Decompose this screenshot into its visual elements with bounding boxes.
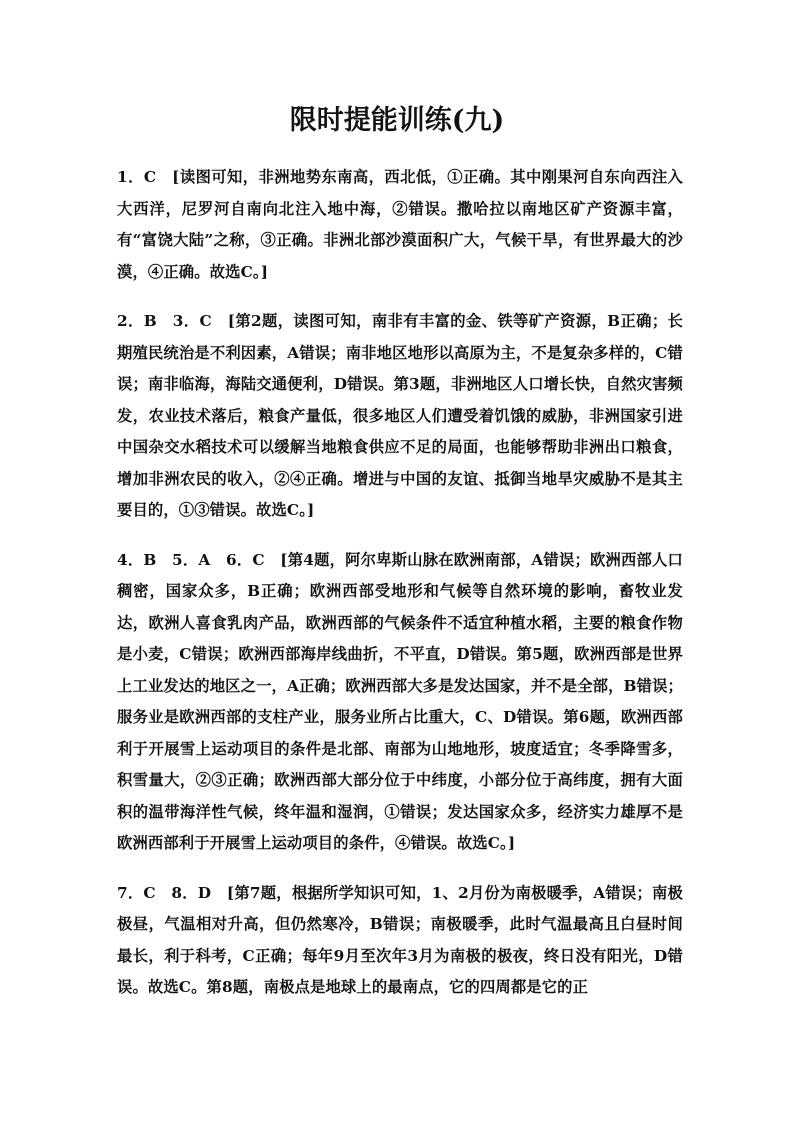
answer-list bbox=[117, 162, 683, 1022]
document-title: 限时提能训练(九) bbox=[289, 105, 505, 136]
answer-paragraph-2-3: 2．B 3．C [第2题，读图可知，南非有丰富的金、铁等矿产资源，B正确；长期殖民统治是不利因素，A错误；南非地区地形以高原为主，不是复杂多样的，C错误；南非临海，海陆交通便利，D错误。第3题，非洲地区人口增长快，自然灾害频发，农业技术落后，粮食产量低，很多地区人们遭受着饥饿的威胁，非洲国家引进中国杂交水稻技术可以缓解当地粮食供应不足的局面，也能够帮助非洲出口粮食，增加非洲农民的收入，②④正确。增进与中国的友谊、抵御当地旱灾威胁不是其主要目的，①③错误。故选C。] bbox=[117, 312, 683, 519]
answer-paragraph-7-8: 7．C 8．D [第7题，根据所学知识可知，1、2月份为南极暖季，A错误；南极极昼，气温相对升高，但仍然寒冷，B错误；南极暖季，此时气温最高且白昼时间最长，利于科考，C正确；每年9月至次年3月为南极的极夜，终日没有阳光，D错误。故选C。第8题，南极点是地球上的最南点，它的四周都是它的正 bbox=[117, 883, 683, 996]
answer-paragraph-1: 1．C [读图可知，非洲地势东南高，西北低，①正确。其中刚果河自东向西注入大西洋，尼罗河自南向北注入地中海，②错误。撒哈拉以南地区矿产资源丰富，有“富饶大陆”之称，③正确。非洲北部沙漠面积广大，气候干旱，有世界最大的沙漠，④正确。故选C。] bbox=[117, 168, 683, 281]
answer-paragraph-4-6: 4．B 5．A 6．C [第4题，阿尔卑斯山脉在欧洲南部，A错误；欧洲西部人口稠密，国家众多，B正确；欧洲西部受地形和气候等自然环境的影响，畜牧业发达，欧洲人喜食乳肉产品，欧洲西部的气候条件不适宜种植水稻，主要的粮食作物是小麦，C错误；欧洲西部海岸线曲折，不平直，D错误。第5题，欧洲西部是世界上工业发达的地区之一，A正确；欧洲西部大多是发达国家，并不是全部，B错误；服务业是欧洲西部的支柱产业，服务业所占比重大，C、D错误。第6题，欧洲西部利于开展雪上运动项目的条件是北部、南部为山地地形，坡度适宜；冬季降雪多，积雪量大，②③正确；欧洲西部大部分位于中纬度，小部分位于高纬度，拥有大面积的温带海洋性气候，终年温和湿润，①错误；发达国家众多，经济实力雄厚不是欧洲西部利于开展雪上运动项目的条件，④错误。故选C。] bbox=[117, 550, 683, 852]
